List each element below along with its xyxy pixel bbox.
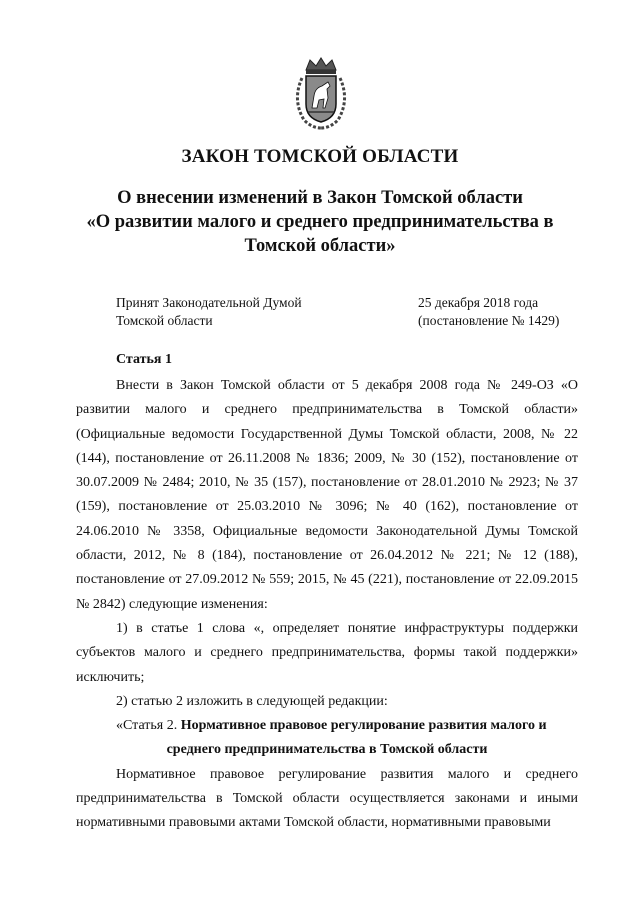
subtitle-line: «О развитии малого и среднего предпринимательства в	[86, 212, 554, 232]
article-body	[76, 374, 578, 836]
quoted-article-text: Нормативное правовое регулирование развития малого и среднего предпринимательства в Томской области осуществляется законами и иными нормативными правовыми актами Томской области, нормативными правовыми	[76, 766, 578, 831]
quoted-article-heading	[76, 714, 578, 738]
article-heading: Статья 1	[116, 352, 172, 367]
quoted-article-title: Нормативное правовое регулирование развития малого и	[180, 718, 547, 734]
adopted-by-line: Принят Законодательной Думой	[116, 295, 302, 310]
adopted-by-line: Томской области	[116, 313, 213, 328]
law-subtitle	[60, 186, 580, 258]
adopted-by	[116, 294, 302, 330]
resolution-number: (постановление № 1429)	[418, 313, 560, 328]
subtitle-line: Томской области»	[244, 236, 396, 256]
amendment-item-1: 1) в статье 1 слова «, определяет понятие инфраструктуры поддержки субъектов малого и среднего предпринимательства, формы такой поддержки» исключить;	[76, 620, 578, 685]
adoption-date	[418, 294, 559, 330]
quoted-article-title-cont: среднего предпринимательства в Томской области	[166, 742, 488, 758]
subtitle-line: О внесении изменений в Закон Томской области	[117, 188, 523, 208]
adoption-date-line: 25 декабря 2018 года	[418, 295, 539, 310]
tomsk-oblast-coat-of-arms-icon	[290, 56, 352, 130]
quoted-article-prefix: «Статья 2.	[116, 718, 178, 734]
article-intro: Внести в Закон Томской области от 5 декабря 2008 года № 249-ОЗ «О развитии малого и среднего предпринимательства в Томской области» (Официальные ведомости Государственной Думы Томской области, 2008, № 22 (144), постановление от 26.11.2008 № 1836; 2009, № 30 (152), постановление от 30.07.2009 № 2484; 2010, № 35 (157), постановление от 28.01.2010 № 2923; № 37 (159), постановление от 25.03.2010 № 3096; № 40 (162), постановление от 24.06.2010 № 3358, Официальные ведомости Законодательной Думы Томской области, 2012, № 8 (184), постановление от 26.04.2012 № 221; № 12 (188), постановление от 27.09.2012 № 559; 2015, № 45 (221), постановление от 22.09.2015 № 2842) следующие изменения:	[76, 378, 578, 612]
law-title: ЗАКОН ТОМСКОЙ ОБЛАСТИ	[181, 146, 459, 167]
amendment-item-2: 2) статью 2 изложить в следующей редакции:	[116, 693, 388, 709]
